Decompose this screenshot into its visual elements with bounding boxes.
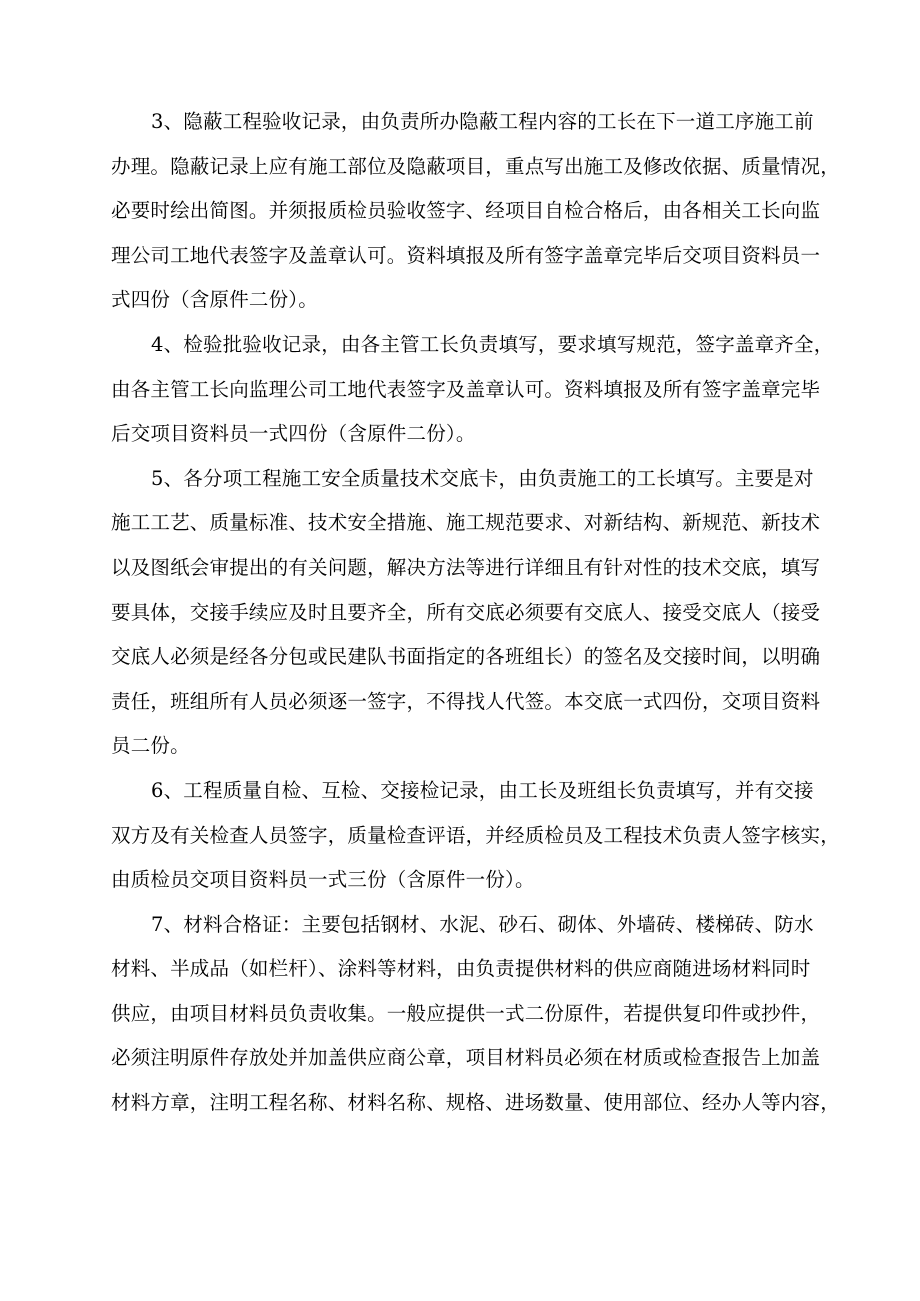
paragraph-line: 必须注明原件存放处并加盖供应商公章，项目材料员必须在材质或检查报告上加盖 <box>111 1046 821 1070</box>
paragraph-line: 交底人必须是经各分包或民建队书面指定的各班组长）的签名及交接时间，以明确 <box>111 645 821 669</box>
paragraph-line: 要具体，交接手续应及时且要齐全，所有交底必须要有交底人、接受交底人（接受 <box>111 600 821 624</box>
paragraph-4 <box>111 323 834 457</box>
paragraph-line: 4、检验批验收记录，由各主管工长负责填写，要求填写规范，签字盖章齐全， <box>151 332 834 356</box>
paragraph-3 <box>111 100 840 323</box>
paragraph-6 <box>111 769 840 903</box>
document-body <box>111 100 840 1126</box>
paragraph-line: 材料、半成品（如栏杆）、涂料等材料，由负责提供材料的供应商随进场材料同时 <box>111 957 811 981</box>
paragraph-line: 员二份。 <box>111 734 190 758</box>
paragraph-line: 3、隐蔽工程验收记录，由负责所办隐蔽工程内容的工长在下一道工序施工前 <box>151 110 814 133</box>
paragraph-line: 办理。隐蔽记录上应有施工部位及隐蔽项目，重点写出施工及修改依据、质量情况， <box>111 154 840 178</box>
paragraph-line: 施工工艺、质量标准、技术安全措施、施工规范要求、对新结构、新规范、新技术 <box>111 511 821 535</box>
paragraph-line: 双方及有关检查人员签字，质量检查评语，并经质检员及工程技术负责人签字核实， <box>111 823 840 847</box>
paragraph-line: 必要时绘出简图。并须报质检员验收签字、经项目自检合格后，由各相关工长向监 <box>111 199 821 223</box>
paragraph-line: 由各主管工长向监理公司工地代表签字及盖章认可。资料填报及所有签字盖章完毕 <box>111 377 821 401</box>
paragraph-line: 式四份（含原件二份）。 <box>111 288 318 312</box>
paragraph-line: 理公司工地代表签字及盖章认可。资料填报及所有签字盖章完毕后交项目资料员一 <box>111 243 821 267</box>
paragraph-5 <box>111 457 831 769</box>
paragraph-line: 6、工程质量自检、互检、交接检记录，由工长及班组长负责填写，并有交接 <box>151 778 814 802</box>
paragraph-line: 以及图纸会审提出的有关问题，解决方法等进行详细且有针对性的技术交底，填写 <box>111 555 821 579</box>
paragraph-line: 材料方章，注明工程名称、材料名称、规格、进场数量、使用部位、经办人等内容， <box>111 1091 840 1115</box>
paragraph-7 <box>111 903 840 1126</box>
paragraph-line: 5、各分项工程施工安全质量技术交底卡，由负责施工的工长填写。主要是对 <box>151 466 814 490</box>
paragraph-line: 后交项目资料员一式四份（含原件二份）。 <box>111 422 476 446</box>
paragraph-line: 供应，由项目材料员负责收集。一般应提供一式二份原件，若提供复印件或抄件， <box>111 1001 821 1025</box>
paragraph-line: 责任，班组所有人员必须逐一签字，不得找人代签。本交底一式四份，交项目资料 <box>111 689 821 713</box>
paragraph-line: 由质检员交项目资料员一式三份（含原件一份）。 <box>111 868 535 892</box>
paragraph-line: 7、材料合格证：主要包括钢材、水泥、砂石、砌体、外墙砖、楼梯砖、防水 <box>151 912 814 936</box>
